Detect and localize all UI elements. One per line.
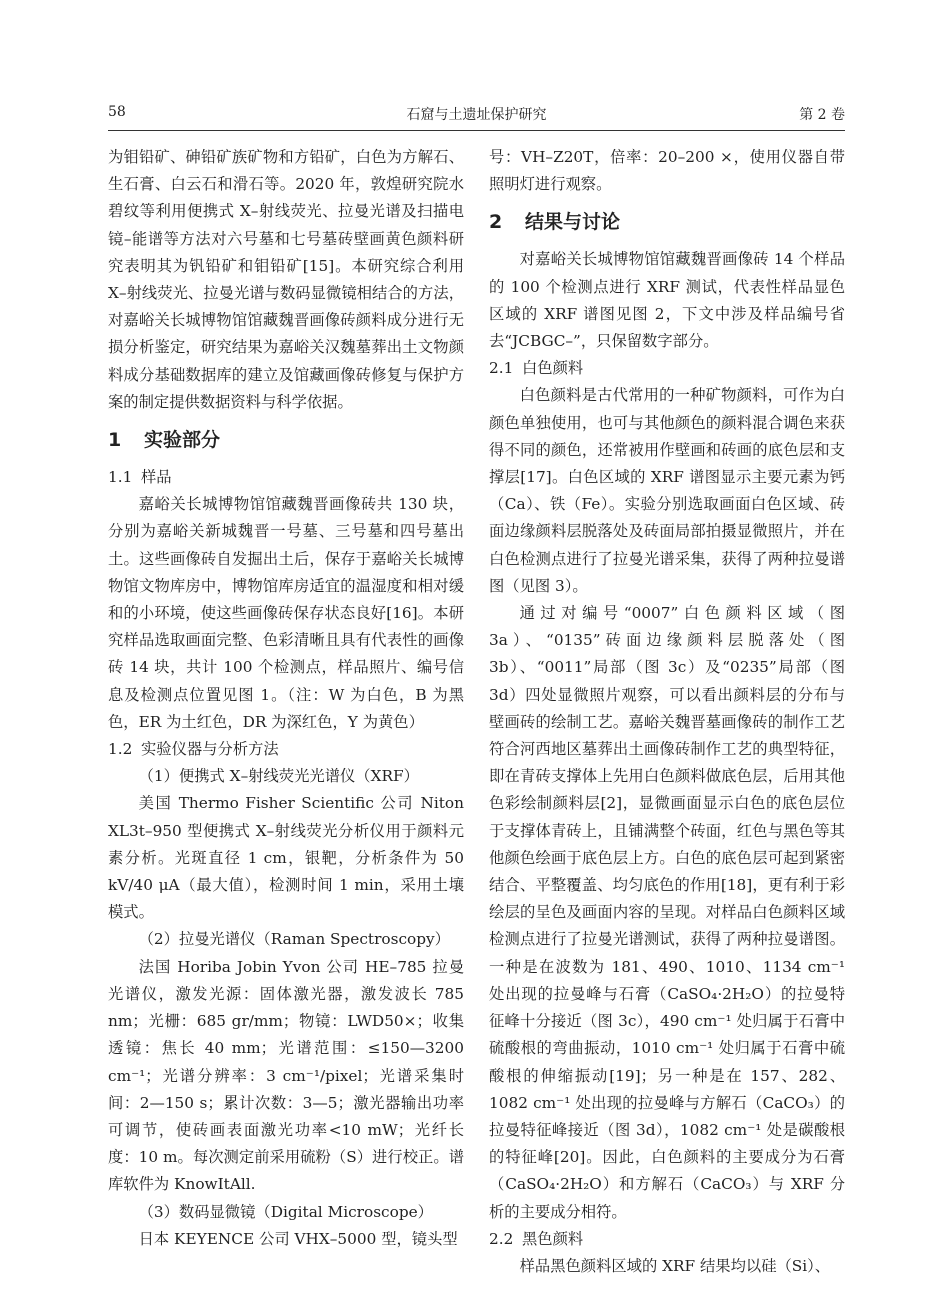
- subsection-1-1-number: 1.1: [108, 468, 133, 487]
- subsection-1-1-heading: [108, 464, 464, 491]
- xrf-paragraph: 美国 Thermo Fisher Scientific 公司 Niton XL3t–950 型便携式 X–射线荧光分析仪用于颜料元素分析。光斑直径 1 cm，银靶，分析条件为 50 kV/40 μA（最大值），检测时间 1 min，采用土壤模式。: [108, 794, 464, 922]
- continuation-paragraph: 号：VH–Z20T，倍率：20–200 ×，使用仪器自带照明灯进行观察。: [489, 148, 845, 194]
- page-header: [108, 104, 845, 126]
- xrf-item-title: （1）便携式 X–射线荧光光谱仪（XRF）: [138, 767, 419, 786]
- subsection-1-2-number: 1.2: [108, 740, 133, 759]
- section-1-title: 实验部分: [144, 429, 221, 452]
- journal-title: 石窟与土遗址保护研究: [406, 107, 547, 123]
- left-column: [108, 144, 464, 1253]
- raman-paragraph: 法国 Horiba Jobin Yvon 公司 HE–785 拉曼光谱仪，激发光源：固体激光器，激发波长 785 nm；光栅：685 gr/mm；物镜：LWD50×；收集透镜：焦长 40 mm；光谱范围：≤150—3200 cm⁻¹；光谱分辨率：3 cm⁻¹/pixel；光谱采集时间：2—150 s；累计次数：3—5；激光器输出功率可调节，使砖画表面激光功率<10 mW；光纤长度：10 m。每次测定前采用硫粉（S）进行校正。谱库软件为 KnowItAll.: [108, 957, 464, 1194]
- volume-label: 第 2 卷: [799, 107, 845, 123]
- white-pigment-paragraph-2: 通过对编号“0007”白色颜料区域（图 3a）、“0135”砖面边缘颜料层脱落处（图 3b）、“0011”局部（图 3c）及“0235”局部（图 3d）四处显微照片观察，可以看出颜料层的分布与壁画砖的绘制工艺。嘉峪关魏晋墓画像砖的制作工艺符合河西地区墓葬出土画像砖制作工艺的典型特征，即在青砖支撑体上先用白色颜料做底色层，后用其他色彩绘制颜料层[2]，显微画面显示白色的底色层位于支撑体青砖上，且铺满整个砖面，红色与黑色等其他颜色绘画于底色层上方。白色的底色层可起到紧密结合、平整覆盖、均匀底色的作用[18]，更有利于彩绘层的呈色及画面内容的呈现。对样品白色颜料区域检测点进行了拉曼光谱测试，获得了两种拉曼谱图。一种是在波数为 181、490、1010、1134 cm⁻¹ 处出现的拉曼峰与石膏（CaSO₄·2H₂O）的拉曼特征峰十分接近（图 3c），490 cm⁻¹ 处归属于石膏中硫酸根的弯曲振动，1010 cm⁻¹ 处归属于石膏中硫酸根的伸缩振动[19]；另一种是在 157、282、1082 cm⁻¹ 处出现的拉曼峰与方解石（CaCO₃）的拉曼特征峰接近（图 3d），1082 cm⁻¹ 处是碳酸根的特征峰[20]。因此，白色颜料的主要成分为石膏（CaSO₄·2H₂O）和方解石（CaCO₃）与 XRF 分析的主要成分相符。: [489, 604, 845, 1221]
- intro-paragraph: 为钼铅矿、砷铅矿族矿物和方铅矿，白色为方解石、生石膏、白云石和滑石等。2020 年，敦煌研究院水碧纹等利用便携式 X–射线荧光、拉曼光谱及扫描电镜–能谱等方法对六号墓和七号墓砖壁画黄色颜料研究表明其为钒铅矿和钼铅矿[15]。本研究综合利用 X–射线荧光、拉曼光谱与数码显微镜相结合的方法，对嘉峪关长城博物馆馆藏魏晋画像砖颜料成分进行无损分析鉴定，研究结果为嘉峪关汉魏墓葬出土文物颜料成分基础数据库的建立及馆藏画像砖修复与保护方案的制定提供数据资料与科学依据。: [108, 148, 464, 411]
- subsection-2-1-number: 2.1: [489, 359, 514, 378]
- subsection-1-2-heading: [108, 736, 464, 763]
- subsection-1-2-title: 实验仪器与分析方法: [141, 740, 279, 759]
- subsection-2-2-heading: [489, 1226, 845, 1253]
- white-pigment-paragraph-1: 白色颜料是古代常用的一种矿物颜料，可作为白颜色单独使用，也可与其他颜色的颜料混合调色来获得不同的颜色，还常被用作壁画和砖画的底色层和支撑层[17]。白色区域的 XRF 谱图显示主要元素为钙（Ca）、铁（Fe）。实验分别选取画面白色区域、砖面边缘颜料层脱落处及砖面局部拍摄显微照片，并在白色检测点进行了拉曼光谱采集，获得了两种拉曼谱图（见图 3）。: [489, 386, 845, 595]
- section-2-number: 2: [489, 211, 503, 234]
- results-paragraph: 对嘉峪关长城博物馆馆藏魏晋画像砖 14 个样品的 100 个检测点进行 XRF 测试，代表性样品显色区域的 XRF 谱图见图 2，下文中涉及样品编号省去“JCBGC–”，只保留数字部分。: [489, 250, 845, 351]
- section-2-heading: [489, 209, 845, 235]
- section-2-title: 结果与讨论: [525, 211, 621, 234]
- section-1-number: 1: [108, 429, 122, 452]
- subsection-2-2-number: 2.2: [489, 1229, 514, 1248]
- subsection-2-2-title: 黑色颜料: [522, 1229, 584, 1248]
- header-rule: [108, 130, 845, 131]
- raman-item-title: （2）拉曼光谱仪（Raman Spectroscopy）: [138, 930, 450, 949]
- section-1-heading: [108, 427, 464, 453]
- subsection-2-1-title: 白色颜料: [522, 359, 584, 378]
- subsection-2-1-heading: [489, 355, 845, 382]
- subsection-1-1-title: 样品: [141, 468, 172, 487]
- page-number: 58: [108, 104, 126, 120]
- microscope-item-title: （3）数码显微镜（Digital Microscope）: [138, 1202, 433, 1221]
- right-column: [489, 144, 845, 1280]
- black-pigment-paragraph: 样品黑色颜料区域的 XRF 结果均以硅（Si）、: [519, 1256, 831, 1275]
- microscope-paragraph: 日本 KEYENCE 公司 VHX–5000 型，镜头型: [138, 1229, 458, 1248]
- samples-paragraph: 嘉峪关长城博物馆馆藏魏晋画像砖共 130 块，分别为嘉峪关新城魏晋一号墓、三号墓和四号墓出土。这些画像砖自发掘出土后，保存于嘉峪关长城博物馆文物库房中，博物馆库房适宜的温湿度和相对缓和的小环境，使这些画像砖保存状态良好[16]。本研究样品选取画面完整、色彩清晰且具有代表性的画像砖 14 块，共计 100 个检测点，样品照片、编号信息及检测点位置见图 1。（注：W 为白色，B 为黑色，ER 为土红色，DR 为深红色，Y 为黄色）: [108, 495, 464, 731]
